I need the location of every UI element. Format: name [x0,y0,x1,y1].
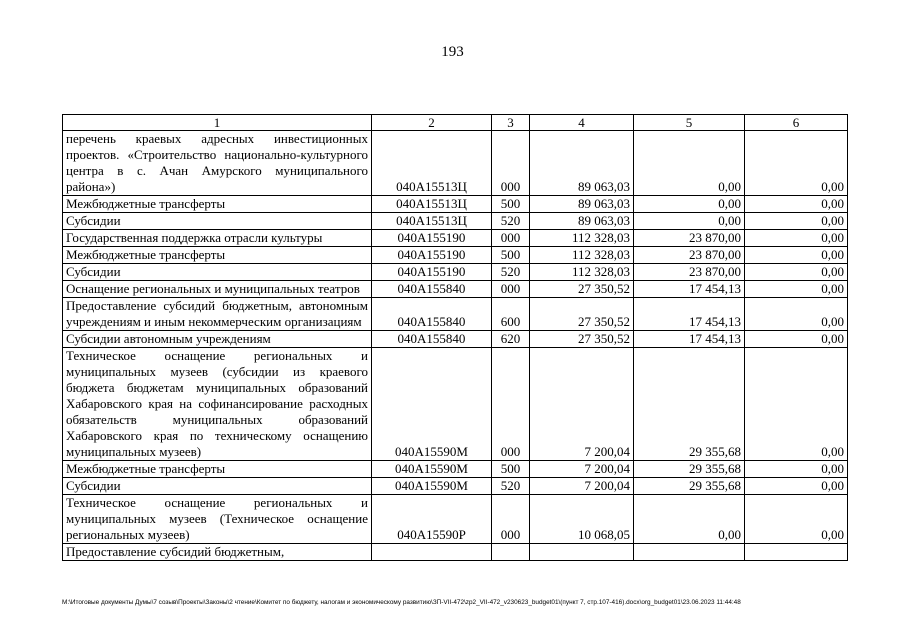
row-name-cell: Государственная поддержка отрасли культуры [63,230,372,247]
row-code-cell: 040А15513Ц [372,196,492,213]
table-row [63,461,848,478]
row-amount-cell: 23 870,00 [634,230,745,247]
row-name-cell: Субсидии [63,264,372,281]
row-amount-cell: 29 355,68 [634,348,745,461]
column-header: 4 [530,115,634,131]
row-name-cell: Оснащение региональных и муниципальных театров [63,281,372,298]
row-amount-cell: 0,00 [745,298,848,331]
row-amount-cell: 10 068,05 [530,495,634,544]
table-row [63,478,848,495]
row-amount-cell: 112 328,03 [530,247,634,264]
row-amount-cell: 0,00 [745,331,848,348]
row-code-cell: 040А155840 [372,298,492,331]
table-row [63,544,848,561]
table-row [63,331,848,348]
row-amount-cell: 17 454,13 [634,281,745,298]
row-type-cell: 520 [492,213,530,230]
row-type-cell: 500 [492,247,530,264]
row-name-cell: Субсидии автономным учреждениям [63,331,372,348]
row-type-cell: 500 [492,196,530,213]
row-amount-cell: 0,00 [634,213,745,230]
row-amount-cell: 23 870,00 [634,264,745,281]
row-type-cell: 500 [492,461,530,478]
row-amount-cell: 112 328,03 [530,230,634,247]
row-amount-cell: 17 454,13 [634,331,745,348]
table-row [63,348,848,461]
row-code-cell: 040А155840 [372,281,492,298]
document-footer-path: M:\Итоговые документы Думы\7 созыв\Проекты\Законы\2 чтение\Комитет по бюджету, налогам и экономическому развитию\ЗП-VII-472\zp2_VII-472_v230623_budget01\(пункт 7, стр.107-416).docx\org_budget01\23.06.2023 11:44:48 [62,599,741,606]
row-amount-cell: 0,00 [745,348,848,461]
row-amount-cell: 29 355,68 [634,478,745,495]
row-amount-cell [745,544,848,561]
table-row [63,281,848,298]
row-amount-cell: 0,00 [634,196,745,213]
row-code-cell: 040А15590М [372,478,492,495]
row-amount-cell: 17 454,13 [634,298,745,331]
row-name-cell: Техническое оснащение региональных и муниципальных музеев (субсидии из краевого бюджета бюджетам муниципальных образований Хабаровского края на софинансирование расходных обязательств муниципальных образований Хабаровского края по техническому оснащению муниципальных музеев) [63,348,372,461]
row-code-cell: 040А155840 [372,331,492,348]
row-type-cell: 000 [492,230,530,247]
row-type-cell: 000 [492,281,530,298]
page-number: 193 [441,44,464,60]
table-row [63,247,848,264]
table-header-row [63,115,848,131]
row-amount-cell: 0,00 [745,131,848,196]
row-name-cell: Межбюджетные трансферты [63,247,372,264]
row-code-cell: 040А15513Ц [372,131,492,196]
row-amount-cell: 0,00 [634,495,745,544]
row-amount-cell: 0,00 [745,230,848,247]
row-name-cell: Межбюджетные трансферты [63,196,372,213]
row-type-cell [492,544,530,561]
row-code-cell: 040А15590М [372,348,492,461]
table-row [63,298,848,331]
row-amount-cell: 112 328,03 [530,264,634,281]
budget-table [62,114,848,561]
table-row [63,230,848,247]
row-amount-cell: 0,00 [745,478,848,495]
row-amount-cell: 7 200,04 [530,478,634,495]
table-row [63,495,848,544]
row-amount-cell: 89 063,03 [530,196,634,213]
row-type-cell: 620 [492,331,530,348]
table-row [63,264,848,281]
row-code-cell: 040А155190 [372,264,492,281]
row-type-cell: 000 [492,495,530,544]
row-amount-cell: 0,00 [745,264,848,281]
row-name-cell: Субсидии [63,213,372,230]
row-amount-cell: 27 350,52 [530,281,634,298]
row-amount-cell: 89 063,03 [530,213,634,230]
row-amount-cell: 7 200,04 [530,461,634,478]
column-header: 6 [745,115,848,131]
table-row [63,196,848,213]
row-amount-cell: 89 063,03 [530,131,634,196]
column-header: 3 [492,115,530,131]
row-amount-cell: 0,00 [745,247,848,264]
row-amount-cell [530,544,634,561]
row-amount-cell: 7 200,04 [530,348,634,461]
row-amount-cell: 0,00 [634,131,745,196]
row-type-cell: 000 [492,131,530,196]
row-name-cell: Межбюджетные трансферты [63,461,372,478]
column-header: 2 [372,115,492,131]
row-name-cell: Предоставление субсидий бюджетным, автономным учреждениям и иным некоммерческим организациям [63,298,372,331]
row-code-cell: 040А15590Р [372,495,492,544]
row-amount-cell: 23 870,00 [634,247,745,264]
row-name-cell: Субсидии [63,478,372,495]
row-amount-cell: 0,00 [745,213,848,230]
row-amount-cell: 27 350,52 [530,331,634,348]
row-name-cell: Предоставление субсидий бюджетным, [63,544,372,561]
row-amount-cell: 27 350,52 [530,298,634,331]
row-amount-cell: 29 355,68 [634,461,745,478]
row-type-cell: 520 [492,264,530,281]
row-code-cell: 040А15590М [372,461,492,478]
row-amount-cell: 0,00 [745,196,848,213]
row-name-cell: перечень краевых адресных инвестиционных проектов. «Строительство национально-культурного центра в с. Ачан Амурского муниципального района») [63,131,372,196]
row-type-cell: 520 [492,478,530,495]
row-code-cell: 040А155190 [372,247,492,264]
column-header: 1 [63,115,372,131]
table-row [63,213,848,230]
row-amount-cell [634,544,745,561]
row-amount-cell: 0,00 [745,461,848,478]
row-code-cell: 040А15513Ц [372,213,492,230]
row-type-cell: 000 [492,348,530,461]
row-type-cell: 600 [492,298,530,331]
row-code-cell: 040А155190 [372,230,492,247]
table-row [63,131,848,196]
column-header: 5 [634,115,745,131]
row-name-cell: Техническое оснащение региональных и муниципальных музеев (Техническое оснащение региональных музеев) [63,495,372,544]
row-amount-cell: 0,00 [745,281,848,298]
row-amount-cell: 0,00 [745,495,848,544]
row-code-cell [372,544,492,561]
